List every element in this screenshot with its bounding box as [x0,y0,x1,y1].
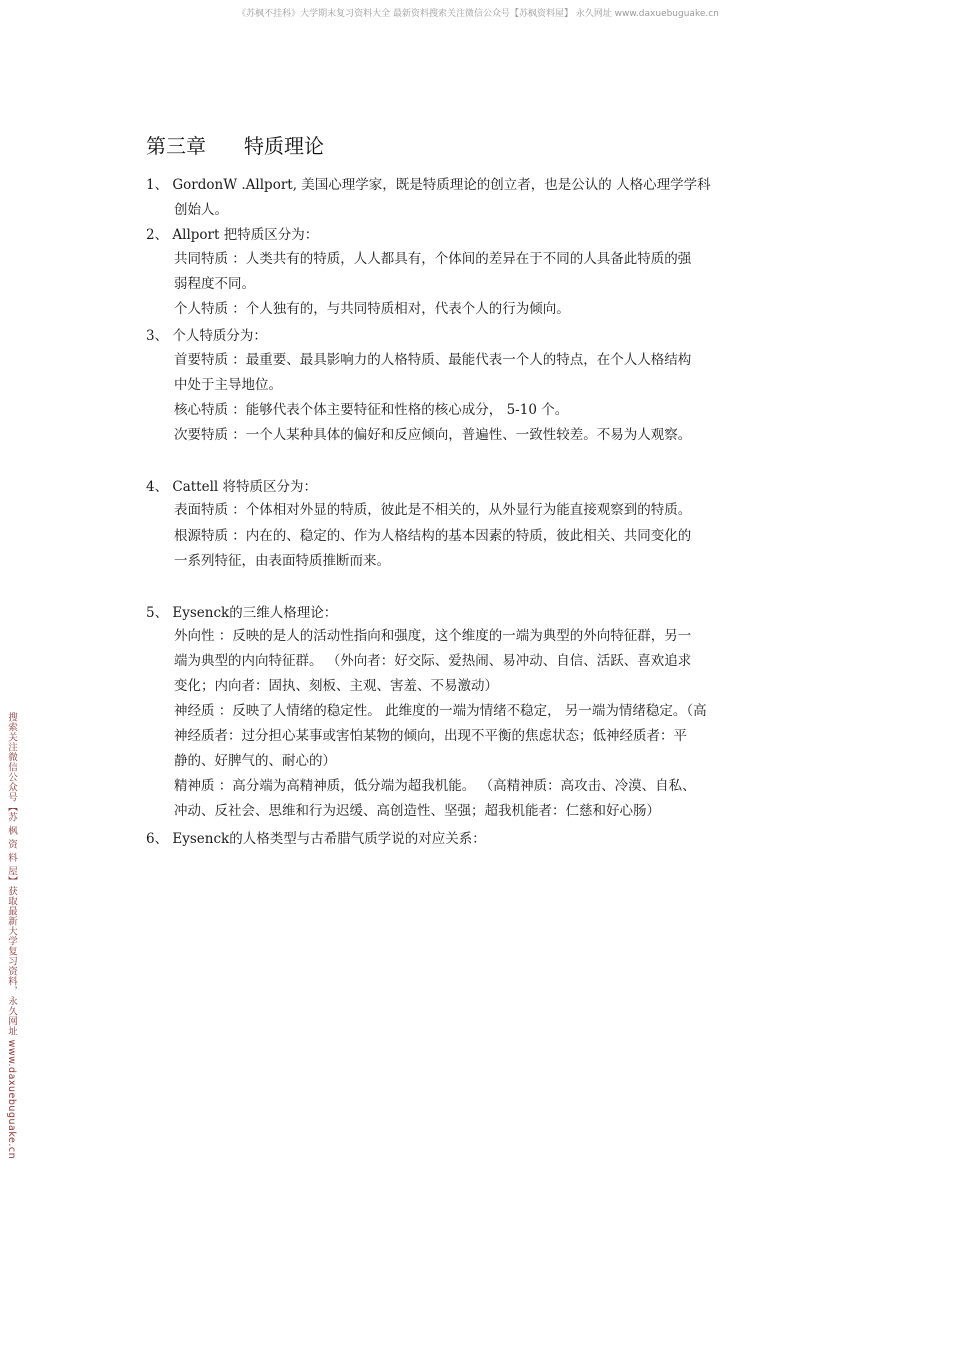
item-2-line-2: 弱程度不同。 [174,276,255,292]
item-3-heading: 3、 个人特质分为： [146,328,267,344]
side-watermark: 搜索关注微信公众号【苏 枫 资 料 屋】获取最新大学复习资料，永久网址 www.daxuebuguake.cn [6,712,17,1160]
chapter-name: 特质理论 [244,134,324,158]
item-5-line-1: 外向性 ：反映的是人的活动性指向和强度，这个维度的一端为典型的外向特征群，另一 [174,628,692,644]
page-header-watermark: 《苏枫不挂科》大学期末复习资料大全 最新资料搜索关注微信公众号【苏枫资料屋】 永久网址 www.daxuebuguake.cn [237,9,719,19]
item-4-line-1: 表面特质 ：个体相对外显的特质，彼此是不相关的，从外显行为能直接观察到的特质。 [174,502,692,518]
chapter-number: 第三章 [146,134,206,158]
item-1-line-2: 创始人。 [174,202,228,218]
item-5-line-6: 静的、好脾气的、耐心的） [174,753,336,769]
item-5-line-5: 神经质者：过分担心某事或害怕某物的倾向，出现不平衡的焦虑状态；低神经质者：平 [174,728,687,744]
item-3-line-4: 次要特质 ：一个人某种具体的偏好和反应倾向，普遍性、一致性较差。不易为人观察。 [174,427,692,443]
item-4-heading: 4、 Cattell 将特质区分为： [146,479,318,495]
item-2-line-1: 共同特质 ：人类共有的特质，人人都具有，个体间的差异在于不同的人具备此特质的强 [174,251,692,267]
item-6-heading: 6、 Eysenck的人格类型与古希腊气质学说的对应关系： [146,831,486,847]
item-5-line-7: 精神质 ：高分端为高精神质，低分端为超我机能。 （高精神质：高攻击、冷漠、自私、 [174,778,696,794]
item-5-line-2: 端为典型的内向特征群。 （外向者：好交际、爱热闹、易冲动、自信、活跃、喜欢追求 [174,653,692,669]
item-5-heading: 5、 Eysenck的三维人格理论： [146,605,338,621]
item-4-line-3: 一系列特征，由表面特质推断而来。 [174,553,390,569]
item-3-line-1: 首要特质 ：最重要、最具影响力的人格特质、最能代表一个人的特点，在个人人格结构 [174,352,692,368]
item-5-line-4: 神经质 ：反映了人情绪的稳定性。 此维度的一端为情绪不稳定， 另一端为情绪稳定。（高 [174,703,707,719]
chapter-title [146,130,324,159]
item-3-line-3: 核心特质 ：能够代表个体主要特征和性格的核心成分， 5-10 个。 [174,402,569,418]
item-5-line-8: 冲动、反社会、思维和行为迟缓、高创造性、坚强；超我机能者：仁慈和好心肠） [174,803,660,819]
item-3-line-2: 中处于主导地位。 [174,377,282,393]
item-4-line-2: 根源特质 ：内在的、稳定的、作为人格结构的基本因素的特质，彼此相关、共同变化的 [174,528,692,544]
item-2-heading: 2、 Allport 把特质区分为： [146,227,319,243]
item-1-line-1: 1、 GordonW .Allport, 美国心理学家，既是特质理论的创立者，也是公认的 人格心理学学科 [146,177,711,193]
item-5-line-3: 变化；内向者：固执、刻板、主观、害羞、不易激动） [174,678,498,694]
item-2-line-3: 个人特质 ：个人独有的，与共同特质相对，代表个人的行为倾向。 [174,301,570,317]
